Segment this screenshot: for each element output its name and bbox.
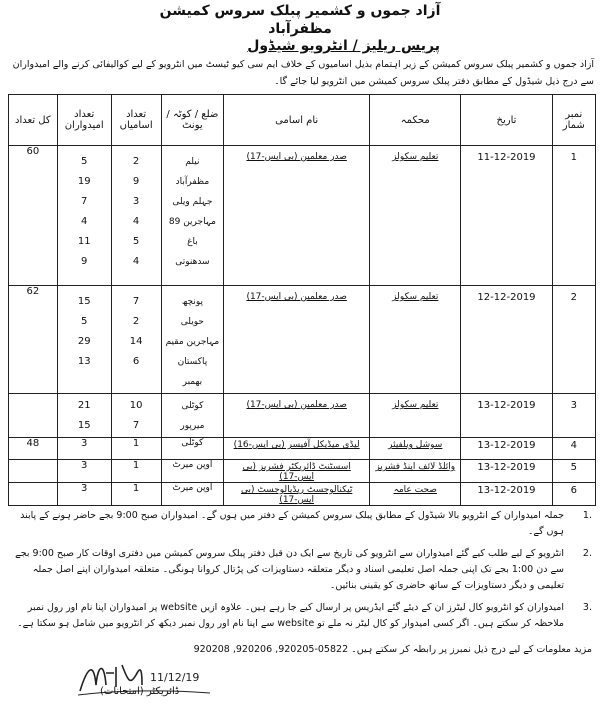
candidates-value: 15 (77, 420, 91, 431)
date: 13-12-2019 (461, 394, 552, 438)
signature-date: 11/12/19 (150, 671, 200, 684)
district-value: پاکستان (177, 357, 208, 367)
note-number: 3. (582, 602, 592, 613)
date: 12-12-2019 (461, 286, 552, 394)
commission-name: آزاد جموں و کشمیر پبلک سروس کمیشن (159, 3, 441, 19)
posts-value: 2 (132, 156, 140, 167)
candidates-value: 5 (81, 156, 88, 167)
posts-value: 6 (132, 356, 140, 367)
posts-value: 5 (132, 236, 140, 247)
posts-value: 4 (132, 216, 140, 227)
note-item (8, 600, 592, 632)
candidates-value: 11 (77, 236, 91, 247)
post-name: لیڈی میڈیکل آفیسر (بی ایس-16) (224, 438, 370, 460)
candidates-value: 19 (77, 176, 91, 187)
candidates-value: 3 (57, 460, 111, 483)
department: تعلیم سکولز (370, 394, 461, 438)
header-posts: تعداد اسامیاں (111, 95, 161, 146)
candidates-value: 21 (77, 400, 91, 411)
candidates-value: 29 (77, 336, 91, 347)
serial-number: 5 (552, 460, 595, 483)
header-department: محکمہ (370, 95, 461, 146)
district-value: کوٹلی (161, 438, 224, 460)
table-row (9, 483, 596, 506)
posts-value: 7 (132, 420, 140, 431)
header-serial: نمبر شمار (552, 95, 595, 146)
posts-value: 3 (132, 196, 140, 207)
post-name: صدر معلمین (بی ایس-17) (224, 286, 370, 394)
candidates-value: 5 (81, 316, 88, 327)
district-value: اوپن میرٹ (161, 460, 224, 483)
candidates-value: 3 (57, 438, 111, 460)
district-value: مظفرآباد (175, 177, 210, 187)
posts-value: 9 (132, 176, 140, 187)
department: وائلڈ لائف اینڈ فشریز (370, 460, 461, 483)
serial-number: 1 (552, 146, 595, 286)
district-value: جہلم ویلی (172, 197, 213, 207)
post-name: ٹیکنالوجسٹ ریڈیالوجسٹ (بی ایس-17) (224, 483, 370, 506)
contact-line: مزید معلومات کے لیے درج ذیل نمبرز پر رابطہ کر سکتے ہیں۔ 05822-920205, 920206, 920208 (193, 644, 592, 655)
table-row (9, 460, 596, 483)
district-value: مہاجرین 89 (168, 217, 216, 227)
date: 11-12-2019 (461, 146, 552, 286)
note-text: جملہ امیدواران کے انٹرویو بالا شیڈول کے مطابق پبلک سروس کمیشن کے دفتر میں ہوں گے۔ امیدواران صبح 9:00 بجے حاضر ہونے کے پابند ہوں گے۔ (20, 510, 564, 537)
table-row (9, 146, 596, 286)
department: تعلیم سکولز (370, 286, 461, 394)
date: 13-12-2019 (461, 460, 552, 483)
posts-value: 1 (111, 460, 161, 483)
note-text: امیدواران کو انٹرویو کال لیٹرز ان کے دیئے گئے ایڈریس پر ارسال کیے جا رہے ہیں۔ علاوہ ازیں website پر امیدواران اپنا نام اور رول نمبر ملاحظہ کر سکتے ہیں۔ اگر کسی امیدوار کو کال لیٹر نہ ملے تو website سے اپنا نام اور رول نمبر دیکھ کر انٹرویو میں شامل ہو سکتا ہے۔ (17, 602, 564, 629)
serial-number: 3 (552, 394, 595, 438)
total-cell (9, 483, 58, 506)
table-row (9, 438, 596, 460)
total-cell: 60 (9, 146, 58, 286)
total-cell (9, 394, 58, 438)
district-value: اوپن میرٹ (161, 483, 224, 506)
posts-value: 1 (111, 483, 161, 506)
header-total: کل تعداد (9, 95, 58, 146)
district-value: پونچھ (181, 297, 203, 307)
date: 13-12-2019 (461, 483, 552, 506)
note-text: انٹرویو کے لیے طلب کیے گئے امیدواران سے انٹرویو کی تاریخ سے ایک دن قبل دفتر پبلک سروس کمیشن میں دفتری اوقات کار صبح 9:00 بجے سے دن 1:00 بجے تک اپنی جملہ اصل تعلیمی اسناد و دیگر متعلقہ دستاویزات کی پڑتال کروانا ہونگی۔ متعلقہ امیدواران اپنے اصل جملہ تعلیمی و دیگر دستاویزات کے ساتھ حاضری کو یقینی بنائیں۔ (15, 548, 564, 591)
table-header-row (9, 95, 596, 146)
candidates-value: 4 (81, 216, 88, 227)
intro-paragraph: آزاد جموں و کشمیر پبلک سروس کمیشن کے زیر اہتمام بذیل اسامیوں کے خلاف ایم سی کیو ٹیسٹ میں انٹرویو کے لیے کوالیفائی کرنے والے امیدواران سے درج ذیل شیڈول کے مطابق دفتر پبلک سروس کمیشن میں انٹرویو لیا جائے گا۔ (12, 59, 594, 87)
interview-schedule-table (8, 94, 596, 506)
post-name: صدر معلمین (بی ایس-17) (224, 394, 370, 438)
post-name: اسسٹنٹ ڈائریکٹر فشریز (بی ایس-17) (224, 460, 370, 483)
post-name: صدر معلمین (بی ایس-17) (224, 146, 370, 286)
department: تعلیم سکولز (370, 146, 461, 286)
note-number: 1. (582, 510, 592, 521)
district-value: حویلی (180, 317, 204, 327)
document-header (0, 2, 600, 38)
district-value: نیلم (185, 157, 200, 167)
posts-value: 7 (132, 296, 140, 307)
city-name: مظفرآباد (268, 21, 332, 37)
district-value: باغ (187, 237, 198, 247)
total-cell (9, 460, 58, 483)
note-item (8, 546, 592, 594)
header-candidates: تعداد امیدواران (57, 95, 111, 146)
candidates-value: 9 (81, 256, 88, 267)
table-row (9, 286, 596, 394)
posts-value: 14 (129, 336, 143, 347)
posts-value: 10 (129, 400, 143, 411)
date: 13-12-2019 (461, 438, 552, 460)
serial-number: 4 (552, 438, 595, 460)
candidates-value: 7 (81, 196, 88, 207)
department: صحت عامہ (370, 483, 461, 506)
district-value: بھمبر (182, 377, 203, 387)
department: سوشل ویلفیئر (370, 438, 461, 460)
note-item (8, 508, 592, 540)
total-cell: 48 (9, 438, 58, 460)
serial-number: 6 (552, 483, 595, 506)
signature-title: ڈائریکٹر (امتحانات) (100, 686, 180, 697)
total-cell: 62 (9, 286, 58, 394)
notes-section (8, 508, 592, 638)
posts-value: 1 (111, 438, 161, 460)
document-title: پریس ریلیز / انٹرویو شیڈول (247, 38, 440, 54)
district-value: سدھنوتی (175, 257, 210, 267)
district-value: میرپور (180, 421, 205, 431)
candidates-value: 15 (77, 296, 91, 307)
posts-value: 2 (132, 316, 140, 327)
note-number: 2. (582, 548, 592, 559)
header-post-name: نام اسامی (224, 95, 370, 146)
posts-value: 4 (132, 256, 140, 267)
candidates-value: 13 (77, 356, 91, 367)
district-value: کوٹلی (181, 401, 204, 411)
header-district: ضلع / کوٹہ / یونٹ (161, 95, 224, 146)
serial-number: 2 (552, 286, 595, 394)
candidates-value: 3 (57, 483, 111, 506)
table-row (9, 394, 596, 438)
district-value: مہاجرین مقیم (165, 337, 220, 347)
header-date: تاریخ (461, 95, 552, 146)
